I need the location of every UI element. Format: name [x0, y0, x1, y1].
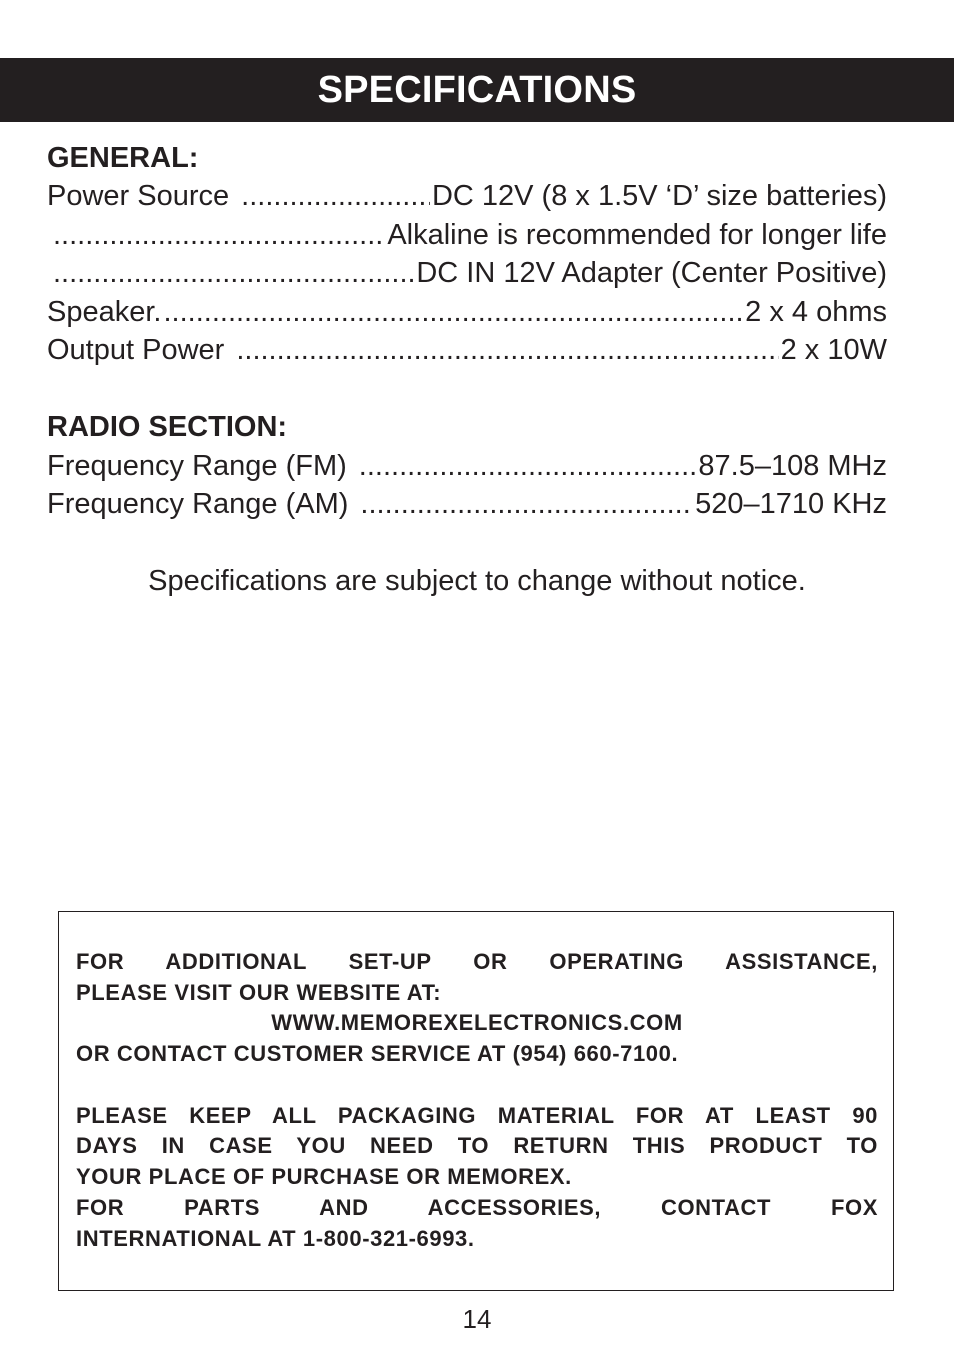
spec-label: Speaker.: [47, 296, 162, 328]
spec-value: DC 12V (8 x 1.5V ‘D’ size batteries): [431, 180, 887, 212]
parts-line: INTERNATIONAL AT 1-800-321-6993.: [76, 1226, 475, 1251]
page-number: 14: [462, 1304, 492, 1334]
spec-value: 2 x 4 ohms: [745, 296, 887, 328]
dot-leader: [359, 447, 697, 485]
radio-section-heading: RADIO SECTION:: [47, 411, 288, 443]
customer-service-line: OR CONTACT CUSTOMER SERVICE AT (954) 660-7100.: [76, 1041, 679, 1066]
assistance-line: PLEASE VISIT OUR WEBSITE AT:: [76, 980, 442, 1005]
spec-label: Frequency Range (AM): [47, 488, 349, 520]
packaging-line: PLEASE KEEP ALL PACKAGING MATERIAL FOR AT LEAST 90: [76, 1103, 878, 1128]
page-title: SPECIFICATIONS: [0, 58, 954, 122]
dot-leader: [53, 216, 385, 254]
spec-label: Frequency Range (FM): [47, 450, 347, 482]
spec-power-note-adapter: [47, 254, 887, 292]
general-heading: GENERAL:: [47, 142, 199, 174]
spec-value: 87.5–108 MHz: [698, 450, 887, 482]
spec-frequency-fm: [47, 447, 887, 485]
spec-value: 520–1710 KHz: [695, 488, 887, 520]
packaging-line: DAYS IN CASE YOU NEED TO RETURN THIS PRODUCT TO: [76, 1133, 878, 1158]
spec-value: 2 x 10W: [780, 334, 887, 366]
dot-leader: [241, 177, 430, 215]
spec-power-note-alkaline: [47, 216, 887, 254]
assistance-box: [58, 911, 894, 1291]
dot-leader: [53, 254, 414, 292]
spec-speaker: [47, 293, 887, 331]
packaging-line: YOUR PLACE OF PURCHASE OR MEMOREX.: [76, 1164, 572, 1189]
spec-label: Power Source: [47, 180, 230, 212]
dot-leader: [236, 331, 778, 369]
assistance-line: FOR ADDITIONAL SET-UP OR OPERATING ASSISTANCE,: [76, 949, 878, 974]
dot-leader: [163, 293, 743, 331]
spec-label: Output Power: [47, 334, 225, 366]
website-url: WWW.MEMOREXELECTRONICS.COM: [271, 1010, 683, 1035]
spec-frequency-am: [47, 485, 887, 523]
spec-output-power: [47, 331, 887, 369]
spec-value: DC IN 12V Adapter (Center Positive): [416, 257, 887, 289]
parts-line: FOR PARTS AND ACCESSORIES, CONTACT FOX: [76, 1195, 878, 1220]
spec-value: Alkaline is recommended for longer life: [387, 219, 887, 251]
spec-power-source: [47, 177, 887, 215]
change-notice: Specifications are subject to change without notice.: [148, 565, 806, 597]
dot-leader: [360, 485, 693, 523]
